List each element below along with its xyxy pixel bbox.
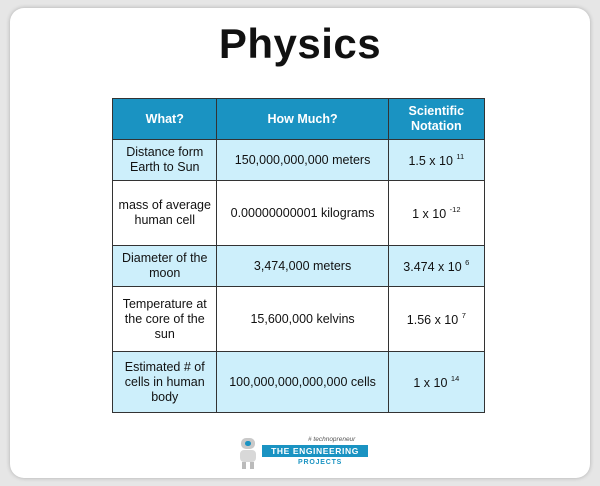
table-header-row: [113, 99, 485, 140]
sci-exponent: 6: [465, 258, 470, 268]
page-title: Physics: [218, 20, 382, 67]
sci-base: 1.5 x 10: [408, 154, 453, 169]
table-row: [113, 181, 485, 246]
cell-what: Temperature at the core of the sun: [113, 287, 217, 352]
sci-exponent: 7: [461, 311, 466, 321]
cell-scientific: [388, 140, 484, 181]
engineering-projects-logo: [238, 436, 368, 472]
cell-scientific: [388, 246, 484, 287]
logo-sub: PROJECTS: [298, 459, 343, 466]
sci-base: 1.56 x 10: [406, 313, 459, 328]
cell-how-much: 150,000,000,000 meters: [217, 140, 388, 181]
sci-exponent: 14: [450, 374, 460, 384]
robot-icon: [238, 438, 260, 470]
cell-how-much: 3,474,000 meters: [217, 246, 388, 287]
header-scientific-notation: Scientific Notation: [388, 99, 484, 140]
table-row: [113, 352, 485, 413]
cell-what: Estimated # of cells in human body: [113, 352, 217, 413]
physics-table: [112, 98, 485, 413]
sci-exponent: -12: [449, 205, 461, 215]
cell-scientific: [388, 287, 484, 352]
table-row: [113, 140, 485, 181]
header-what: What?: [113, 99, 217, 140]
cell-how-much: 15,600,000 kelvins: [217, 287, 388, 352]
cell-what: Diameter of the moon: [113, 246, 217, 287]
logo-tagline: # technopreneur: [308, 436, 356, 443]
sci-base: 1 x 10: [413, 376, 448, 391]
cell-scientific: [388, 181, 484, 246]
cell-what: mass of average human cell: [113, 181, 217, 246]
cell-how-much: 100,000,000,000,000 cells: [217, 352, 388, 413]
sci-base: 1 x 10: [412, 207, 447, 222]
table-row: [113, 246, 485, 287]
table-row: [113, 287, 485, 352]
cell-what: Distance form Earth to Sun: [113, 140, 217, 181]
sci-exponent: 11: [456, 152, 465, 162]
sci-base: 3.474 x 10: [403, 260, 462, 275]
header-how-much: How Much?: [217, 99, 388, 140]
cell-how-much: 0.00000000001 kilograms: [217, 181, 388, 246]
logo-banner: THE ENGINEERING: [262, 445, 368, 457]
cell-scientific: [388, 352, 484, 413]
